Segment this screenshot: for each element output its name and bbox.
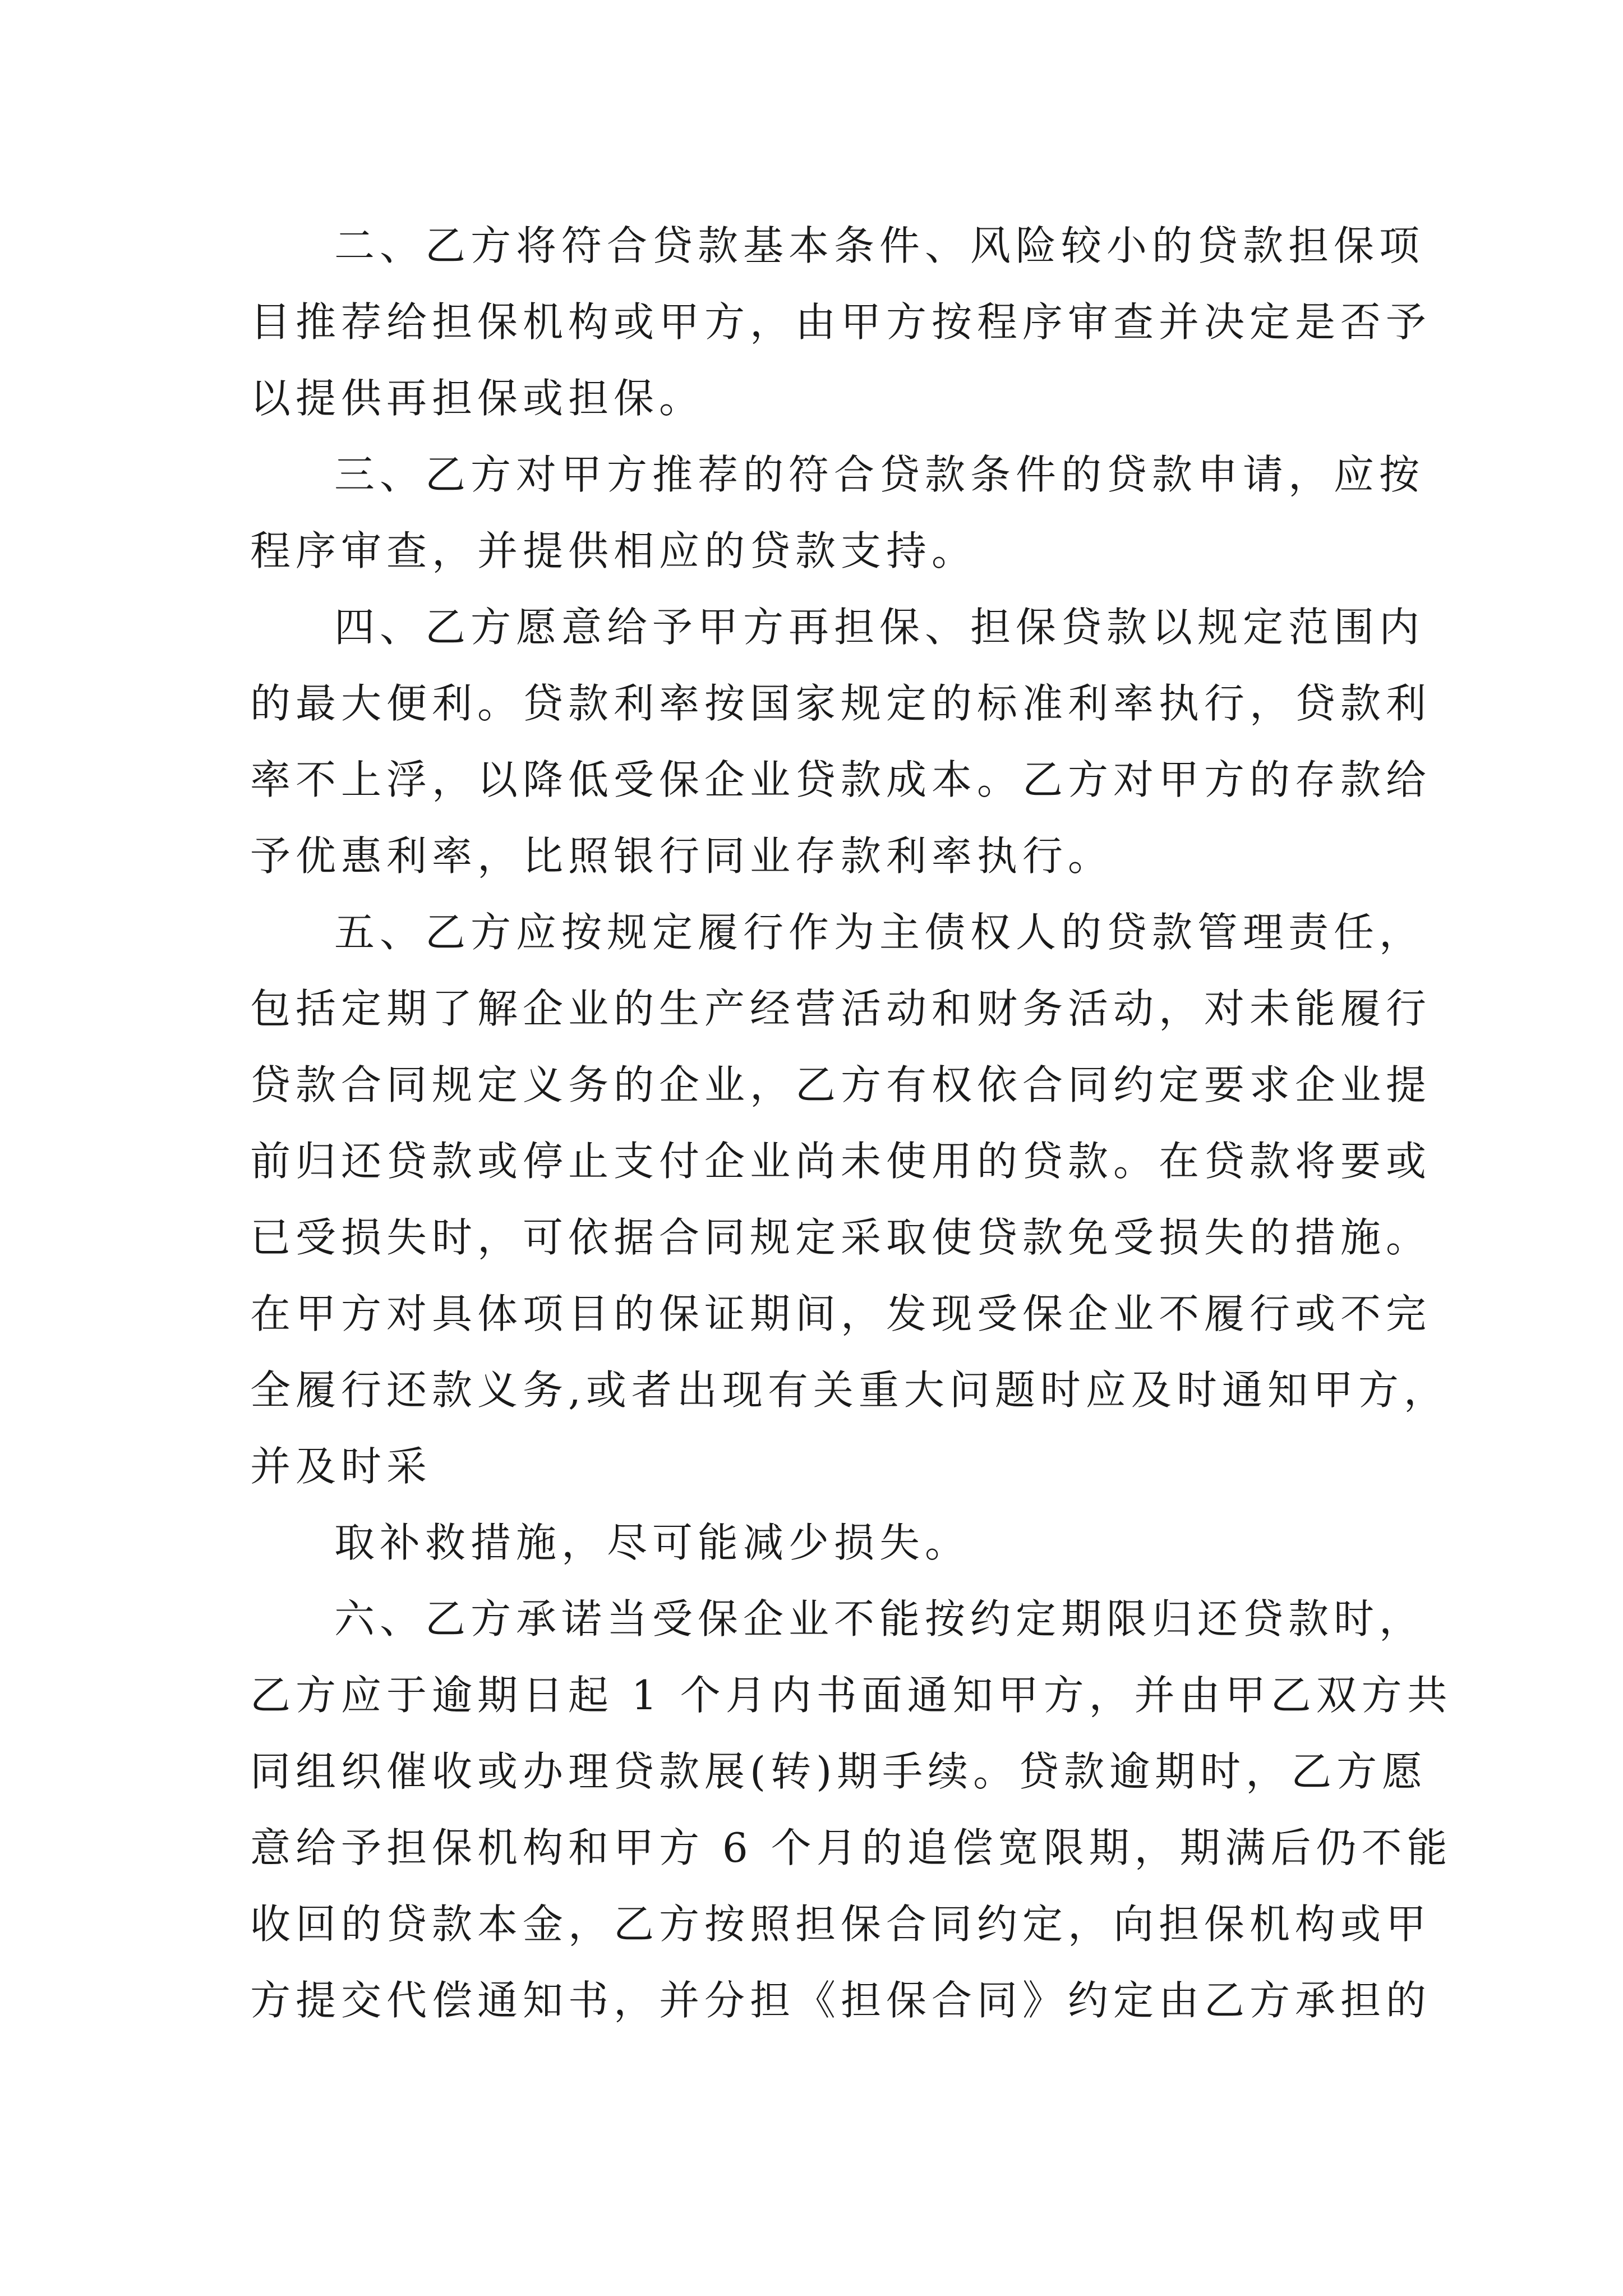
paragraph-4-line-3: 率不上浮，以降低受保企业贷款成本。乙方对甲方的存款给 bbox=[250, 756, 1432, 803]
paragraph-6-line-3: 同组织催收或办理贷款展(转)期手续。贷款逾期时，乙方愿 bbox=[250, 1748, 1428, 1795]
paragraph-5-line-2: 包括定期了解企业的生产经营活动和财务活动，对未能履行 bbox=[250, 985, 1432, 1032]
paragraph-5-line-8: 并及时采 bbox=[250, 1443, 432, 1490]
paragraph-5-line-3: 贷款合同规定义务的企业，乙方有权依合同约定要求企业提 bbox=[250, 1061, 1432, 1108]
paragraph-6-line-4: 意给予担保机构和甲方 6 个月的追偿宽限期，期满后仍不能 bbox=[250, 1824, 1453, 1871]
paragraph-6-line-6: 方提交代偿通知书，并分担《担保合同》约定由乙方承担的 bbox=[250, 1977, 1432, 2024]
paragraph-6-line-5: 收回的贷款本金，乙方按照担保合同约定，向担保机构或甲 bbox=[250, 1901, 1432, 1948]
paragraph-5-continuation: 取补救措施，尽可能减少损失。 bbox=[334, 1519, 971, 1566]
paragraph-5-line-6: 在甲方对具体项目的保证期间，发现受保企业不履行或不完 bbox=[250, 1290, 1432, 1337]
paragraph-5-line-7: 全履行还款义务,或者出现有关重大问题时应及时通知甲方， bbox=[250, 1366, 1449, 1414]
paragraph-3-line-2: 程序审查，并提供相应的贷款支持。 bbox=[250, 527, 978, 574]
paragraph-4-line-4: 予优惠利率，比照银行同业存款利率执行。 bbox=[250, 832, 1114, 880]
paragraph-5-line-4: 前归还贷款或停止支付企业尚未使用的贷款。在贷款将要或 bbox=[250, 1138, 1432, 1185]
document-body bbox=[250, 208, 1453, 2039]
paragraph-2-line-1: 二、乙方将符合贷款基本条件、风险较小的贷款担保项 bbox=[334, 222, 1425, 269]
paragraph-6-line-2: 乙方应于逾期日起 1 个月内书面通知甲方，并由甲乙双方共 bbox=[250, 1672, 1453, 1719]
paragraph-3-line-1: 三、乙方对甲方推荐的符合贷款条件的贷款申请，应按 bbox=[334, 451, 1425, 498]
paragraph-2-line-3: 以提供再担保或担保。 bbox=[250, 375, 705, 422]
paragraph-5-line-5: 已受损失时，可依据合同规定采取使贷款免受损失的措施。 bbox=[250, 1214, 1432, 1261]
paragraph-2-line-2: 目推荐给担保机构或甲方，由甲方按程序审查并决定是否予 bbox=[250, 298, 1432, 346]
paragraph-4-line-2: 的最大便利。贷款利率按国家规定的标准利率执行，贷款利 bbox=[250, 680, 1432, 727]
paragraph-5-line-1: 五、乙方应按规定履行作为主债权人的贷款管理责任， bbox=[334, 909, 1425, 956]
paragraph-6-line-1: 六、乙方承诺当受保企业不能按约定期限归还贷款时， bbox=[334, 1595, 1425, 1642]
paragraph-4-line-1: 四、乙方愿意给予甲方再担保、担保贷款以规定范围内 bbox=[334, 604, 1425, 651]
